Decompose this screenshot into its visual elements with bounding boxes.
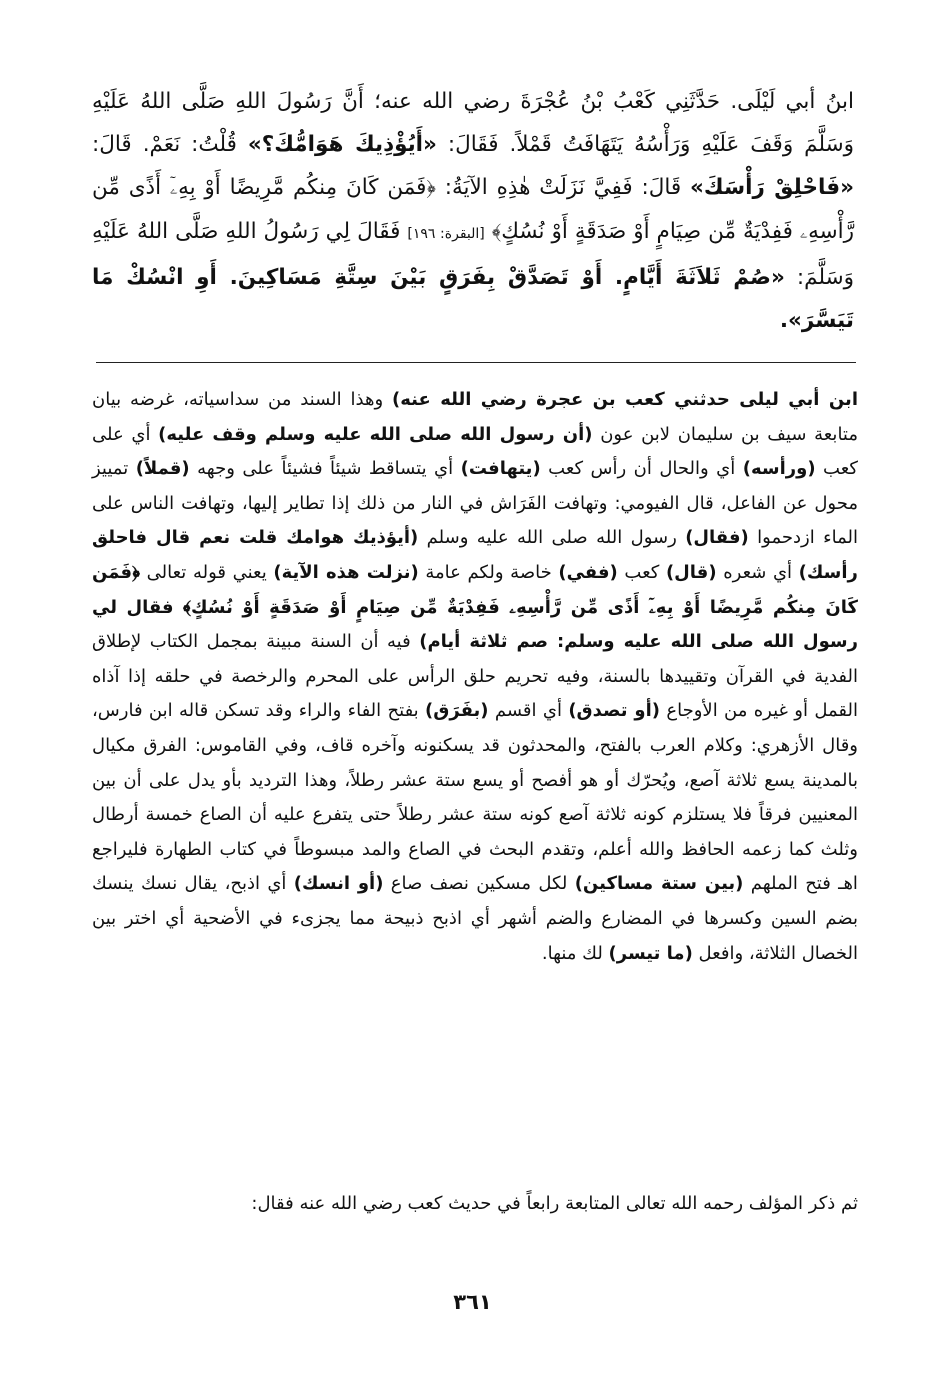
quran-reference: [البقرة: ١٩٦] (407, 225, 485, 242)
commentary-explanation: يعني قوله تعالى (146, 561, 267, 583)
commentary-quote: (أيؤذيك هوامك قلت نعم قال فاحلق رأسك) (92, 527, 858, 583)
commentary-explanation: أي على كعب (92, 423, 858, 480)
commentary-quote: (أن رسول الله صلى الله عليه وسلم وقف عليه) (158, 423, 593, 445)
page-number: ٣٦١ (453, 1290, 492, 1314)
quran-verse: قَالَ: فَفِيَّ نَزَلَتْ هٰذِهِ الآيَةُ: ﴿فَمَن كَانَ مِنكُم مَّرِيضًا أَوْ بِهِۦٓ أَذًى مِّن رَّأْسِهِۦ فَفِدْيَةٌ مِّن صِيَامٍ أَوْ صَدَقَةٍ أَوْ نُسُكٍ﴾ (92, 175, 854, 244)
hadith-text (92, 80, 854, 342)
commentary-explanation: تمييز محول عن الفاعل، قال الفيومي: وتهافت الفَرَاش في النار من ذلك إذا تطاير إليها، وتهافت الناس على الماء ازدحموا (92, 458, 858, 549)
commentary-quote: (ما تيسر) (608, 942, 693, 964)
commentary-quote: (ففي) (558, 561, 618, 583)
commentary-explanation: رسول الله صلى الله عليه وسلم (426, 527, 677, 549)
prophet-question: «أَيُؤْذِيكَ هَوَامُّكَ؟» (247, 132, 437, 158)
hadith-narration: ابنُ أبي لَيْلَى. حَدَّثَنِي كَعْبُ بْنُ عُجْرَةَ رضي الله عنه؛ أَنَّ رَسُولَ اللهِ صَلَّى اللهُ عَلَيْهِ وَسَلَّمَ وَقَفَ عَلَيْهِ وَرَأْسُهُ يَتَهَافَتُ قَمْلاً. فَقَالَ: (92, 89, 854, 158)
commentary-explanation: وهذا السند من سداسياته، غرضه بيان متابعة سيف بن سليمان لابن عون (92, 389, 859, 445)
commentary-explanation: أي شعره (723, 561, 793, 583)
commentary-quote: (ورأسه) (742, 458, 816, 480)
hadith-said: قَالَ: (92, 132, 132, 158)
commentary-explanation: أي يتساقط شيئاً فشيئاً على وجهه (197, 458, 454, 480)
commentary-explanation: لكل مسكين نصف صاع (390, 873, 568, 895)
prophet-instruction: «صُمْ ثَلاَثَةَ أَيَّامٍ. أَوْ تَصَدَّقْ بِفَرَقٍ بَيْنَ سِتَّةِ مَسَاكِينَ. أَوِ انْسُكْ مَا تَيَسَّرَ». (92, 264, 854, 334)
commentary-explanation: أي اقسم (494, 700, 562, 722)
commentary-quote: (يتهافت) (460, 458, 541, 480)
section-divider (96, 362, 856, 363)
commentary-explanation: بفتح الفاء والراء وقد تسكن قاله ابن فارس، وقال الأزهري: وكلام العرب بالفتح، والمحدثون قد يسكنونه وآخره قاف، وفي القاموس: الفرق مكيال بالمدينة يسع ثلاثة آصع، ويُحرّك أو هو أفصح أو يسع ستة عشر رطلاً، وهذا الترديد بأو يدل على أن بين المعنيين فرقاً فلا يستلزم كونه ثلاثة آصع كونه ستة عشر رطلاً حتى يتفرع عليه أن الصاع خمسة أرطال وثلث كما زعمه الحافظ والله أعلم، وتقدم البحث في الصاع والمد مبسوطاً في كتاب الطهارة فليراجع اهـ فتح الملهم (92, 700, 858, 895)
commentary-quote: (قملاً) (135, 458, 190, 480)
commentary-explanation: فيه أن السنة مبينة بمجمل الكتاب لإطلاق الفدية في القرآن وتقييدها بالسنة، وفيه تحريم حلق الرأس على المحرم والرخصة في حلقه إذا آذاه القمل أو غيره من الأوجاع (92, 631, 858, 722)
commentary-quote: ﴿فَمَن كَانَ مِنكُم مَّرِيضًا أَوْ بِهِۦٓ أَذًى مِّن رَّأْسِهِۦ فَفِدْيَةٌ مِّن صِيَامٍ أَوْ صَدَقَةٍ أَوْ نُسُكٍ﴾ فقال لي رسول الله صلى الله عليه وسلم: صم ثلاثة أيام) (92, 561, 858, 653)
hadith-continuation: فَقَالَ لِي رَسُولُ اللهِ صَلَّى اللهُ عَلَيْهِ وَسَلَّمَ: (92, 218, 854, 290)
closing-text: ثم ذكر المؤلف رحمه الله تعالى المتابعة رابعاً في حديث كعب رضي الله عنه فقال: (251, 1193, 858, 1214)
hadith-paragraph (92, 80, 854, 342)
commentary-quote: (نزلت هذه الآية) (273, 561, 419, 583)
commentary-explanation: أي والحال أن رأس كعب (548, 458, 736, 480)
commentary-quote: (بين ستة مساكين) (574, 873, 744, 895)
closing-paragraph (92, 1185, 858, 1222)
commentary-quote: (فقال) (685, 527, 749, 549)
commentary-explanation: خاصة ولكم عامة (425, 561, 552, 583)
commentary-explanation: لك منها. (541, 942, 603, 964)
commentary-quote: (أو تصدق) (568, 700, 661, 722)
commentary-quote: ابن أبي ليلى حدثني كعب بن عجرة رضي الله عنه) (392, 389, 858, 410)
commentary-explanation: كعب (624, 561, 660, 583)
commentary-quote: (بفَرَق) (425, 700, 489, 722)
commentary-quote: (أو انسك) (293, 873, 384, 895)
hadith-answer: قُلْتُ: نَعَمْ. (142, 132, 237, 158)
commentary-text (92, 383, 858, 971)
commentary-explanation: أي اذبح، يقال نسك ينسك بضم السين وكسرها في المضارع والضم أشهر أي اذبح ذبيحة مما يجزىء في الأضحية أي اختر بين الخصال الثلاثة، وافعل (92, 873, 858, 964)
prophet-command: «فَاحْلِقْ رَأْسَكَ» (690, 175, 854, 201)
commentary-quote: (قال) (665, 561, 717, 583)
commentary-paragraph (92, 383, 858, 971)
